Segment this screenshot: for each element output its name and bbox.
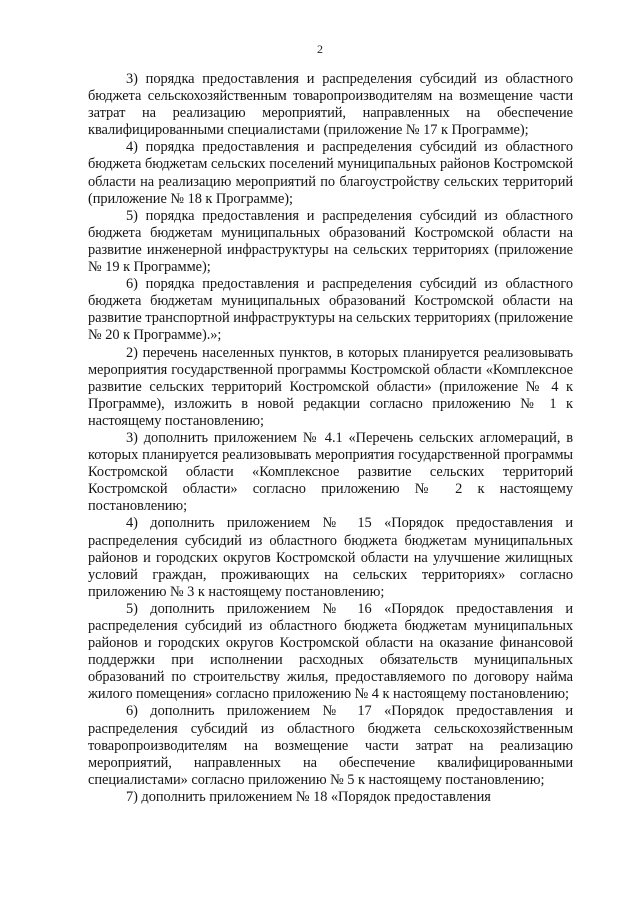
paragraph-item-4: 4) дополнить приложением № 15 «Порядок предоставления и распределения субсидий из областного бюджета бюджетам муниципальных районов и городских округов Костромской области на улучшение жилищных условий граждан, проживающих на сельских территориях» согласно приложению № 3 к настоящему постановлению; <box>88 515 573 600</box>
paragraph-subitem-3: 3) порядка предоставления и распределения субсидий из областного бюджета сельскохозяйственным товаропроизводителям на возмещение части затрат на реализацию мероприятий, направленных на обеспечение квалифицированными специалистами (приложение № 17 к Программе); <box>88 71 573 139</box>
paragraph-item-6: 6) дополнить приложением № 17 «Порядок предоставления и распределения субсидий из областного бюджета сельскохозяйственным товаропроизводителям на возмещение части затрат на реализацию мероприятий, направленных на обеспечение квалифицированными специалистами» согласно приложению № 5 к настоящему постановлению; <box>88 703 573 788</box>
paragraph-item-3: 3) дополнить приложением № 4.1 «Перечень сельских агломераций, в которых планируется реализовывать мероприятия государственной программы Костромской области «Комплексное развитие сельских территорий Костромской области» согласно приложению № 2 к настоящему постановлению; <box>88 429 573 515</box>
paragraph-item-2: 2) перечень населенных пунктов, в которых планируется реализовывать мероприятия государственной программы Костромской области «Комплексное развитие сельских территорий Костромской области» (приложение № 4 к Программе), изложить в новой редакции согласно приложению № 1 к настоящему постановлению; <box>88 344 573 429</box>
paragraph-item-5: 5) дополнить приложением № 16 «Порядок предоставления и распределения субсидий из областного бюджета бюджетам муниципальных районов и городских округов Костромской области на оказание финансовой поддержки при исполнении расходных обязательств муниципальных образований по строительству жилья, предоставляемого по договору найма жилого помещения» согласно приложению № 4 к настоящему постановлению; <box>88 600 573 703</box>
page-number: 2 <box>317 42 323 56</box>
document-body <box>88 71 573 806</box>
paragraph-subitem-4: 4) порядка предоставления и распределения субсидий из областного бюджета бюджетам сельских поселений муниципальных районов Костромской области на реализацию мероприятий по благоустройству сельских территорий (приложение № 18 к Программе); <box>88 139 573 207</box>
paragraph-subitem-5: 5) порядка предоставления и распределения субсидий из областного бюджета бюджетам муниципальных образований Костромской области на развитие инженерной инфраструктуры на сельских территориях (приложение № 19 к Программе); <box>88 207 573 276</box>
paragraph-subitem-6: 6) порядка предоставления и распределения субсидий из областного бюджета бюджетам муниципальных образований Костромской области на развитие транспортной инфраструктуры на сельских территориях (приложение № 20 к Программе).»; <box>88 276 573 344</box>
paragraph-item-7: 7) дополнить приложением № 18 «Порядок предоставления <box>126 788 491 805</box>
